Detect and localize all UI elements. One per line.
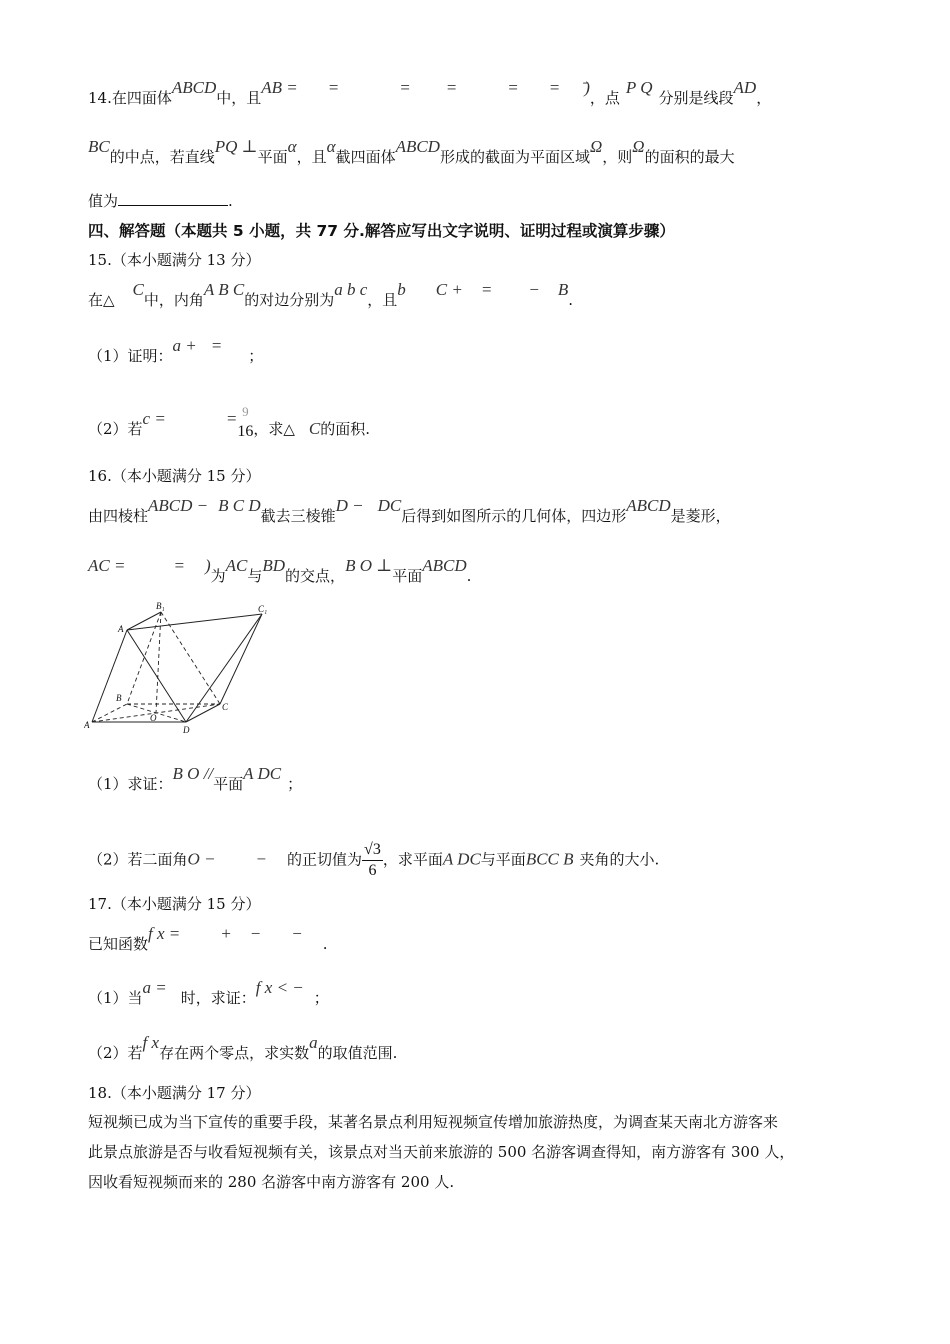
- fraction-9-16: 9 16: [237, 404, 254, 440]
- q16-stem-2: AC = = )为AC与BD的交点，B O ⊥平面ABCD.: [88, 556, 472, 585]
- edge-C1-C: [220, 614, 262, 704]
- q17-header: 17.（本小题满分 15 分）: [88, 895, 261, 913]
- q18-line-3: 因收看短视频而来的 280 名游客中南方游客有 200 人.: [88, 1173, 455, 1191]
- q18-header: 18.（本小题满分 17 分）: [88, 1084, 261, 1102]
- vertex-label-C: C: [222, 702, 229, 712]
- vertex-label-A: A: [84, 720, 90, 730]
- edge-B1-B: [127, 612, 161, 704]
- vertex-label-C1: C₁: [258, 604, 268, 614]
- fraction-sqrt3-over-6: $\frac{√3}{6}$: [364, 841, 381, 879]
- q14-line-2: BC的中点，若直线PQ ⊥平面α，且α截四面体ABCD形成的截面为平面区域Ω，则Ω的面积的最大: [88, 137, 735, 166]
- q16-stem-1: 由四棱柱ABCD − B C D截去三棱锥D − DC后得到如图所示的几何体，四边形ABCD是菱形，: [88, 496, 731, 525]
- q16-header: 16.（本小题满分 15 分）: [88, 467, 261, 485]
- q16-part2: （2）若二面角O − − 的正切值为 $\frac{√3}{6}$ ，求平面A DC与平面BCC B 夹角的大小.: [88, 841, 660, 879]
- q15-header: 15.（本小题满分 13 分）: [88, 251, 261, 269]
- q17-part2: （2）若f x存在两个零点，求实数a的取值范围.: [88, 1033, 398, 1062]
- edge-A1-A: [92, 630, 127, 722]
- edge-A1-C1: [127, 614, 262, 630]
- edge-B1-C: [161, 612, 220, 704]
- q15-part1: （1）证明：a + =；: [88, 336, 264, 365]
- edge-B1-O: [156, 612, 161, 713]
- section-title: 四、解答题（本题共 5 小题，共 77 分.解答应写出文字说明、证明过程或演算步骤）: [88, 222, 675, 240]
- q17-stem: 已知函数f x = + − −.: [88, 924, 328, 953]
- geometry-figure: [84, 600, 274, 740]
- q14-line-3: 值为 .: [88, 192, 233, 210]
- q18-line-2: 此景点旅游是否与收看短视频有关，该景点对当天前来旅游的 500 名游客调查得知，南方游客有 300 人，: [88, 1143, 795, 1161]
- vertex-label-A1: A: [118, 624, 124, 634]
- q18-line-1: 短视频已成为当下宣传的重要手段，某著名景点利用短视频宣传增加旅游热度，为调查某天南北方游客来: [88, 1113, 779, 1131]
- q15-part2: （2）若c = = 9 16 ，求△ C的面积.: [88, 404, 370, 440]
- vertex-label-O: O: [150, 713, 157, 723]
- q14-line-1: 14.在四面体ABCD中，且AB = = = = = = ̄)，点P Q分别是线段AD，: [88, 78, 772, 107]
- vertex-label-D: D: [183, 725, 190, 735]
- edge-A1-D: [127, 630, 186, 722]
- q16-part1: （1）求证：B O //平面A DC；: [88, 764, 303, 793]
- vertex-label-B1: B₁: [156, 601, 165, 611]
- edge-A1-B1: [127, 612, 161, 630]
- vertex-label-B: B: [116, 693, 122, 703]
- answer-blank: [118, 191, 228, 206]
- q17-part1: （1）当a =时，求证：f x < −；: [88, 978, 329, 1007]
- q15-stem: 在△C中，内角A B C的对边分别为a b c，且b C + = − B.: [88, 280, 573, 309]
